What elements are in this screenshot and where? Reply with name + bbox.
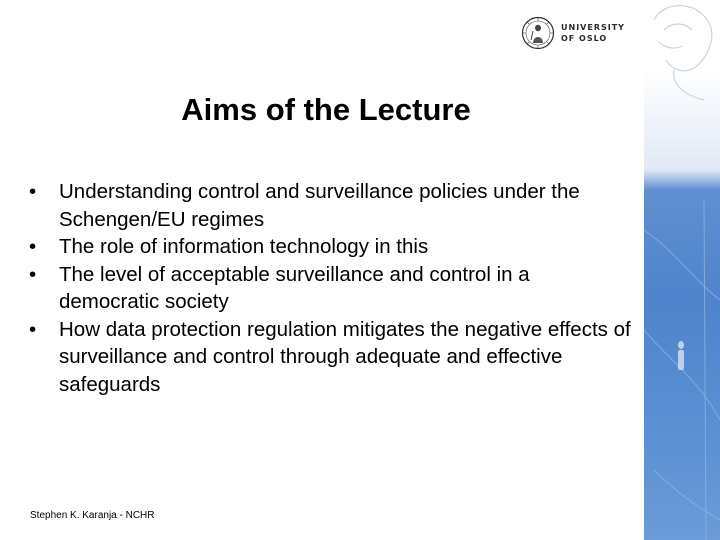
bullet-text: The level of acceptable surveillance and control in a democratic society [59, 262, 530, 313]
university-name-line-2: OF OSLO [561, 34, 608, 43]
bullet-marker: • [29, 235, 37, 258]
bullet-item [24, 261, 634, 316]
bullet-text: Understanding control and surveillance policies under the Schengen/EU regimes [59, 180, 580, 231]
bullet-item [24, 178, 634, 233]
bullet-list [24, 178, 634, 398]
bullet-marker: • [29, 262, 37, 286]
decorative-side-strip [644, 0, 720, 540]
university-name-line-1: UNIVERSITY [561, 23, 625, 32]
bullet-marker: • [29, 317, 37, 341]
slide-title: Aims of the Lecture [181, 92, 471, 127]
university-seal-icon [521, 16, 555, 50]
footer-author: Stephen K. Karanja - NCHR [30, 510, 155, 521]
bullet-item [24, 316, 634, 399]
statue-relief-graphic [644, 0, 720, 540]
bullet-item [24, 233, 634, 261]
bullet-text: How data protection regulation mitigates the negative effects of surveillance and control through adequate and effective safeguards [59, 317, 631, 396]
bullet-marker: • [29, 180, 37, 203]
university-name [561, 22, 641, 44]
bullet-text: The role of information technology in this [59, 235, 429, 258]
